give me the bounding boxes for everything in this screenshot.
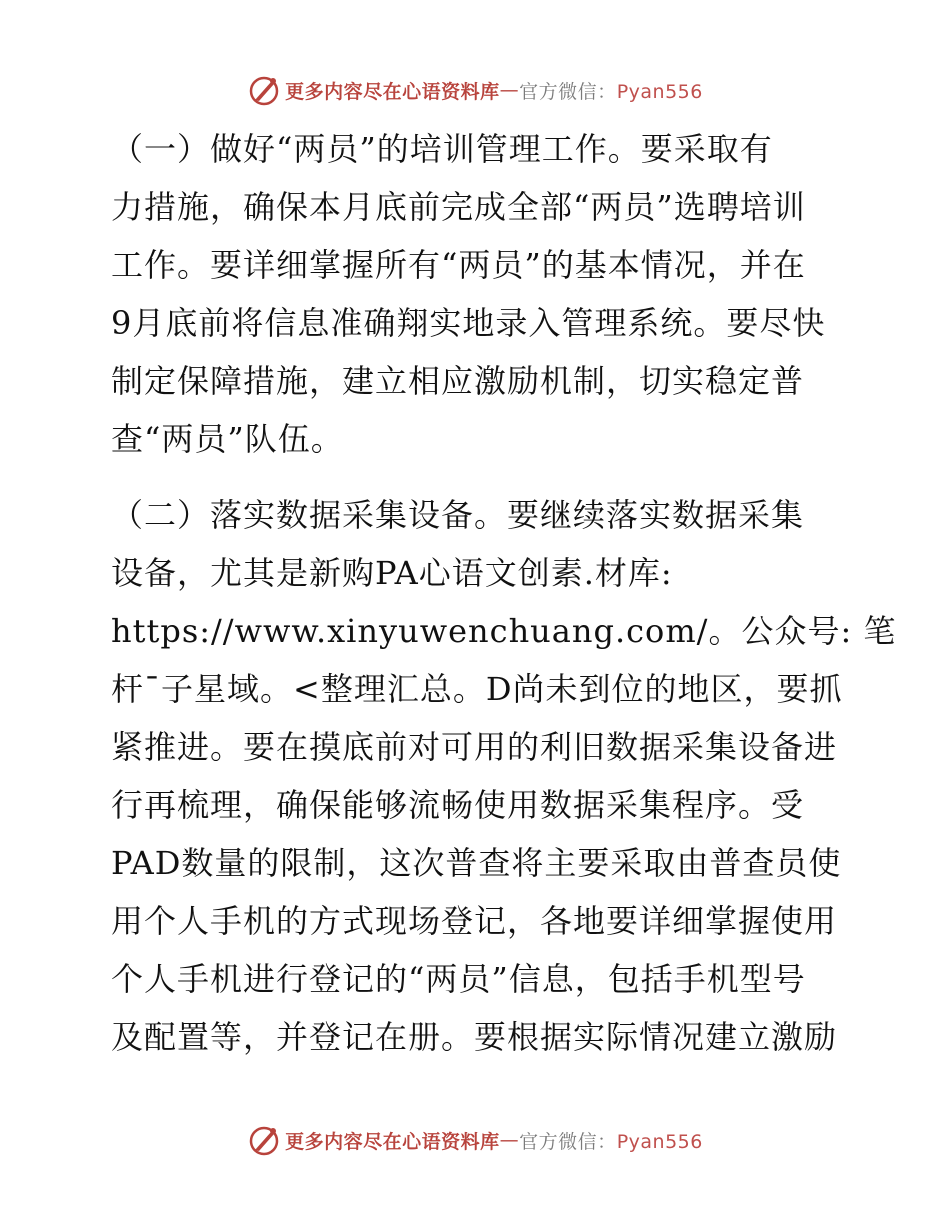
banner-dash: —: [499, 79, 520, 101]
paragraph-line: PAD数量的限制，这次普查将主要采取由普查员使: [111, 844, 842, 882]
paragraph-line: 紧推进。要在摸底前对可用的利旧数据采集设备进: [111, 728, 838, 766]
quill-circle-logo-icon: [247, 1123, 281, 1157]
paragraph-line: 用个人手机的方式现场登记，各地要详细掌握使用: [111, 902, 838, 940]
document-body: [97, 120, 897, 1066]
banner-wechat-text: 官方微信：: [519, 1130, 617, 1153]
banner-wechat-handle: Pyan556: [616, 80, 703, 103]
banner-wechat-text: 官方微信：: [519, 80, 617, 103]
banner-dash: —: [499, 1129, 520, 1151]
paragraph-line: （二）落实数据采集设备。要继续落实数据采集: [111, 496, 805, 534]
paragraph-line: 杆¯子星域。<整理汇总。D尚未到位的地区，要抓: [111, 670, 843, 708]
paragraph-line: （一）做好“两员”的培训管理工作。要采取有: [111, 130, 773, 168]
paragraph-1: [97, 120, 857, 468]
paragraph-line: 查“两员”队伍。: [111, 420, 344, 458]
paragraph-line: 行再梳理，确保能够流畅使用数据采集程序。受: [111, 786, 805, 824]
banner-site-name: 更多内容尽在心语资料库: [285, 1130, 500, 1153]
paragraph-line: 工作。要详细掌握所有“两员”的基本情况，并在: [111, 246, 806, 284]
paragraph-line: 个人手机进行登记的“两员”信息，包括手机型号: [111, 960, 806, 998]
banner-wechat-handle: Pyan556: [616, 1130, 703, 1153]
banner-wechat-label: [519, 77, 703, 104]
paragraph-line: 制定保障措施，建立相应激励机制，切实稳定普: [111, 362, 805, 400]
paragraph-line: 9月底前将信息准确翔实地录入管理系统。要尽快: [111, 304, 826, 342]
header-watermark-banner: [0, 70, 950, 110]
paragraph-line: 力措施，确保本月底前完成全部“两员”选聘培训: [111, 188, 806, 226]
paragraph-line: 设备，尤其是新购PA心语文创素.材库:: [111, 554, 673, 592]
banner-wechat-label: [519, 1127, 703, 1154]
banner-site-name: 更多内容尽在心语资料库: [285, 80, 500, 103]
paragraph-line: https://www.xinyuwenchuang.com/。公众号: 笔: [111, 612, 897, 650]
footer-watermark-banner: [0, 1120, 950, 1160]
quill-circle-logo-icon: [247, 73, 281, 107]
paragraph-2: [97, 486, 897, 1066]
paragraph-line: 及配置等，并登记在册。要根据实际情况建立激励: [111, 1018, 838, 1056]
